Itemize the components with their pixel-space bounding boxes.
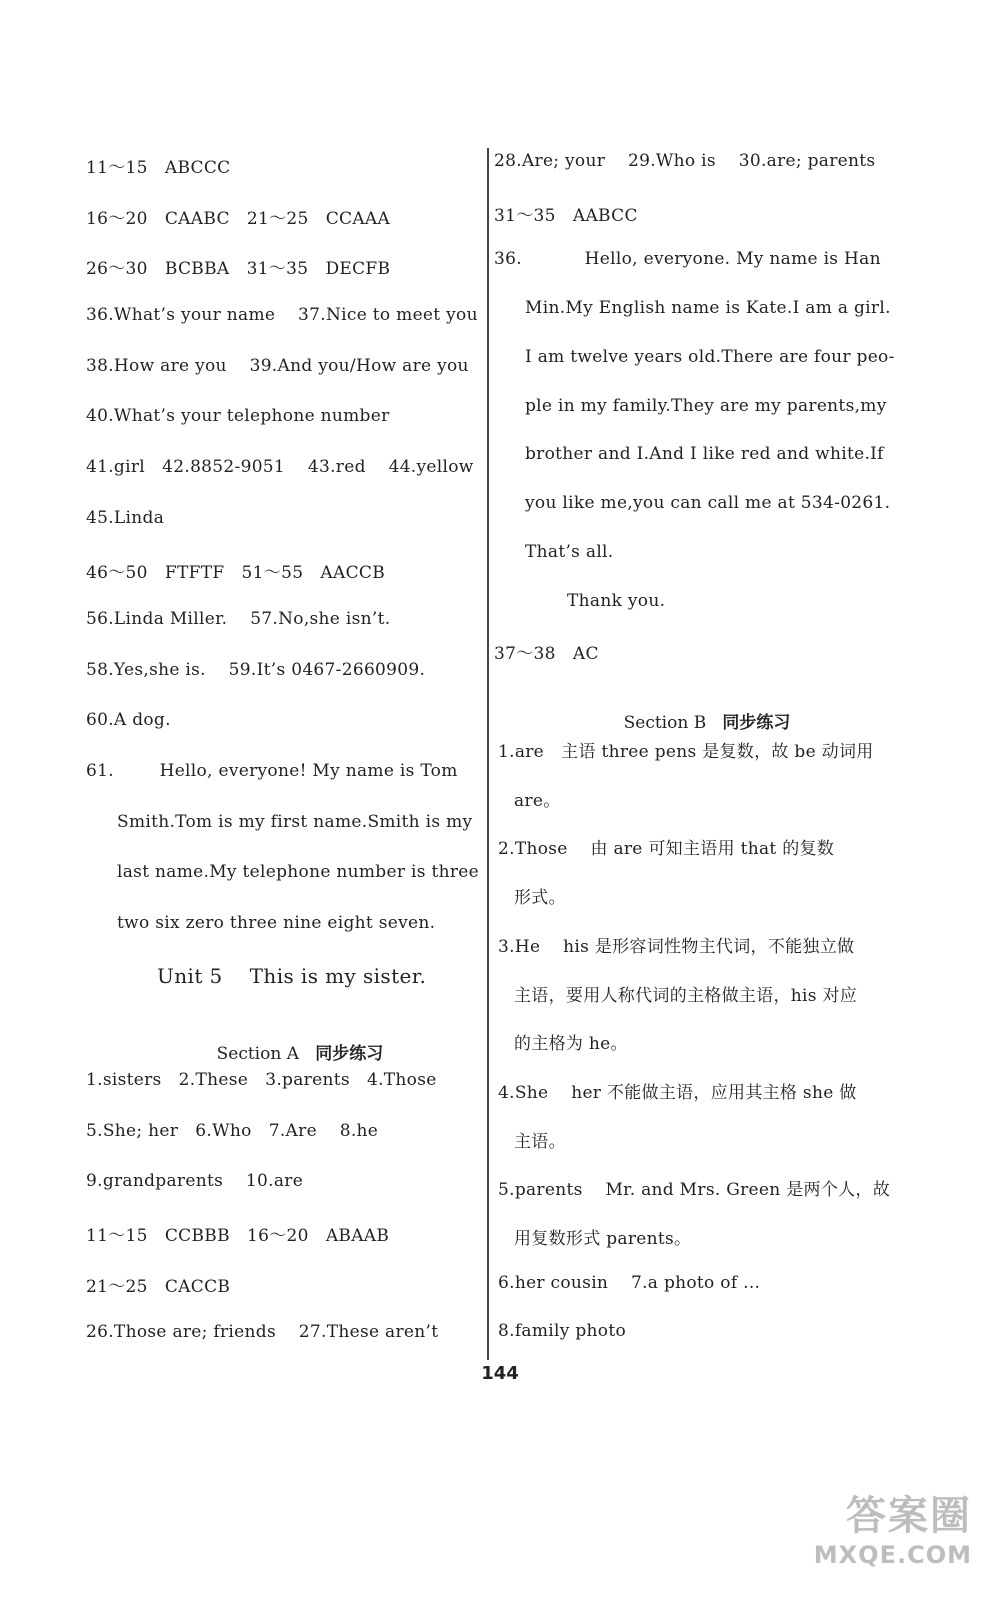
answer-line: 36.What’s your name 37.Nice to meet you xyxy=(86,305,478,325)
answer-line: 45.Linda xyxy=(86,508,165,528)
explanation-line: 5.parents Mr. and Mrs. Green 是两个人，故 xyxy=(498,1180,891,1200)
answer-line: 37～38 AC xyxy=(494,644,599,664)
essay-line: ple in my family.They are my parents,my xyxy=(525,396,887,416)
answer-line: 11～15 ABCCC xyxy=(86,158,231,178)
answer-line: 26.Those are; friends 27.These aren’t xyxy=(86,1322,439,1342)
answer-line: 41.girl 42.8852-9051 43.red 44.yellow xyxy=(86,457,474,477)
essay-line: brother and I.And I like red and white.If xyxy=(525,444,884,464)
answer-line: 16～20 CAABC 21～25 CCAAA xyxy=(86,209,391,229)
watermark-cn: 答案圈 xyxy=(846,1493,972,1539)
answer-line: 11～15 CCBBB 16～20 ABAAB xyxy=(86,1226,390,1246)
watermark-en: MXQE.COM xyxy=(813,1541,972,1569)
explanation-line: 的主格为 he。 xyxy=(514,1034,628,1054)
watermark-logo xyxy=(802,1484,972,1580)
column-divider xyxy=(487,148,489,1360)
page-number: 144 xyxy=(481,1363,519,1384)
essay-line: two six zero three nine eight seven. xyxy=(117,913,436,933)
answer-line: 60.A dog. xyxy=(86,710,171,730)
essay-line: Thank you. xyxy=(567,591,666,611)
answer-line: 21～25 CACCB xyxy=(86,1277,231,1297)
essay-line: 61. Hello, everyone! My name is Tom xyxy=(86,761,458,781)
answer-line: 9.grandparents 10.are xyxy=(86,1171,304,1191)
answer-line: 38.How are you 39.And you/How are you xyxy=(86,356,469,376)
answer-line: 31～35 AABCC xyxy=(494,206,638,226)
essay-line: I am twelve years old.There are four peo- xyxy=(525,347,895,367)
answer-line: 1.sisters 2.These 3.parents 4.Those xyxy=(86,1070,437,1090)
essay-line: Min.My English name is Kate.I am a girl. xyxy=(525,298,891,318)
answer-line: 8.family photo xyxy=(498,1321,626,1341)
answer-line: 58.Yes,she is. 59.It’s 0467-2660909. xyxy=(86,660,426,680)
explanation-line: are。 xyxy=(514,791,561,811)
answer-line: 26～30 BCBBA 31～35 DECFB xyxy=(86,259,391,279)
explanation-line: 4.She her 不能做主语，应用其主格 she 做 xyxy=(498,1083,857,1103)
explanation-line: 主语。 xyxy=(514,1132,566,1152)
explanation-line: 形式。 xyxy=(514,888,566,908)
answer-line: 6.her cousin 7.a photo of ... xyxy=(498,1273,761,1293)
essay-line: you like me,you can call me at 534-0261. xyxy=(525,493,891,513)
section-b-label: Section B xyxy=(623,713,707,733)
explanation-line: 2.Those 由 are 可知主语用 that 的复数 xyxy=(498,839,835,859)
answer-line: 40.What’s your telephone number xyxy=(86,406,390,426)
answer-line: 56.Linda Miller. 57.No,she isn’t. xyxy=(86,609,391,629)
essay-line: Smith.Tom is my first name.Smith is my xyxy=(117,812,473,832)
section-a-label: Section A xyxy=(216,1044,299,1064)
explanation-line: 1.are 主语 three pens 是复数，故 be 动词用 xyxy=(498,742,874,762)
explanation-line: 主语，要用人称代词的主格做主语，his 对应 xyxy=(514,986,858,1006)
answer-line: 46～50 FTFTF 51～55 AACCB xyxy=(86,563,385,583)
unit-title: Unit 5 This is my sister. xyxy=(157,964,427,988)
answer-line: 28.Are; your 29.Who is 30.are; parents xyxy=(494,151,876,171)
explanation-line: 3.He his 是形容词性物主代词，不能独立做 xyxy=(498,937,855,957)
section-b-practice: 同步练习 xyxy=(722,713,791,733)
explanation-line: 用复数形式 parents。 xyxy=(514,1229,692,1249)
essay-line: That’s all. xyxy=(525,542,614,562)
answer-line: 5.She; her 6.Who 7.Are 8.he xyxy=(86,1121,379,1141)
section-a-practice: 同步练习 xyxy=(315,1044,384,1064)
essay-line: 36. Hello, everyone. My name is Han xyxy=(494,249,881,269)
essay-line: last name.My telephone number is three xyxy=(117,862,479,882)
